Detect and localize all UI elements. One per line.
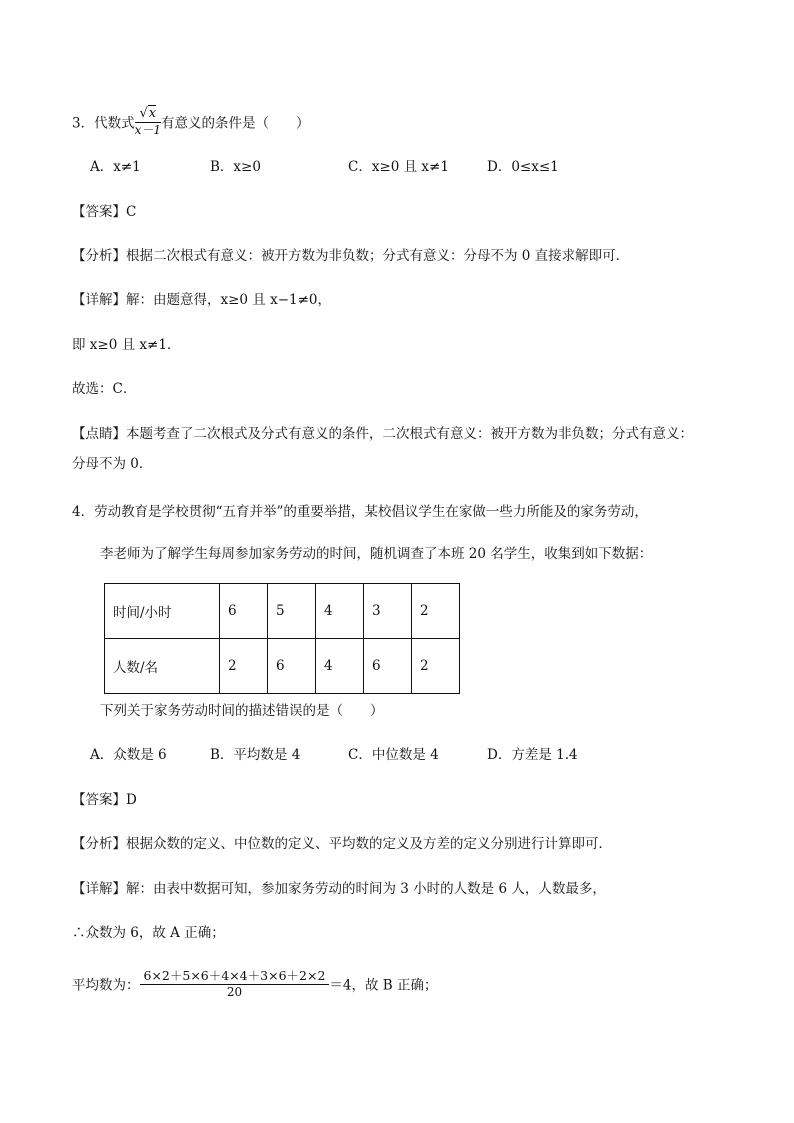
table-cell: 6 — [268, 639, 316, 694]
q3-answer: 【答案】C — [72, 204, 137, 220]
sqrt-radicand: x — [148, 106, 157, 121]
q3-prompt — [72, 108, 310, 140]
q4-number: 4． — [72, 504, 95, 520]
q3-detail-1: 【详解】解：由题意得，x≥0 且 x−1≠0， — [72, 292, 332, 308]
mean-result: ＝4，故 B 正确； — [329, 977, 438, 994]
table-row — [105, 584, 460, 639]
mean-label: 平均数为： — [72, 977, 140, 994]
q4-option-a: A．众数是 6 — [90, 747, 167, 763]
q4-answer: 【答案】D — [72, 792, 137, 808]
q4-mean-line — [72, 970, 438, 1002]
data-table — [104, 583, 460, 694]
table-cell: 4 — [316, 584, 364, 639]
fraction-numerator: √x — [135, 106, 161, 123]
q4-option-b: B．平均数是 4 — [210, 747, 301, 763]
q4-line-1 — [72, 503, 648, 521]
q4-detail-1: 【详解】解：由表中数据可知，参加家务劳动的时间为 3 小时的人数是 6 人，人数最多， — [72, 881, 606, 897]
table-cell: 6 — [364, 639, 412, 694]
q4-detail-2: ∴众数为 6，故 A 正确； — [72, 925, 225, 941]
q4-question: 下列关于家务劳动时间的描述错误的是（ ） — [100, 703, 384, 719]
q4-stem-1: 劳动教育是学校贯彻“五育并举”的重要举措，某校倡议学生在家做一些力所能及的家务劳动， — [94, 504, 648, 520]
q4-line-2: 李老师为了解学生每周参加家务劳动的时间，随机调查了本班 20 名学生，收集到如下数据： — [100, 546, 653, 562]
q4-option-d: D．方差是 1.4 — [487, 747, 578, 763]
table-header-cell: 时间/小时 — [105, 584, 220, 639]
mean-fraction — [140, 968, 330, 1000]
table-cell: 2 — [412, 584, 460, 639]
table-row — [105, 639, 460, 694]
table-header-cell: 人数/名 — [105, 639, 220, 694]
fraction-denominator: 20 — [226, 985, 243, 999]
q3-option-d: D．0≤x≤1 — [487, 159, 559, 175]
q3-prompt-pre: 代数式 — [94, 115, 135, 132]
table-cell: 2 — [220, 639, 268, 694]
q3-number: 3． — [72, 115, 95, 132]
q3-fraction — [135, 106, 161, 138]
table-cell: 5 — [268, 584, 316, 639]
table-cell: 3 — [364, 584, 412, 639]
q3-comment-2: 分母不为 0． — [72, 456, 153, 472]
q4-analysis: 【分析】根据众数的定义、中位数的定义、平均数的定义及方差的定义分别进行计算即可． — [72, 836, 612, 852]
table-cell: 4 — [316, 639, 364, 694]
q3-detail-2: 即 x≥0 且 x≠1． — [72, 337, 181, 353]
q3-detail-3: 故选：C． — [72, 381, 137, 397]
table-cell: 2 — [412, 639, 460, 694]
fraction-numerator: 6×2＋5×6＋4×4＋3×6＋2×2 — [140, 968, 330, 985]
q3-comment-1: 【点睛】本题考查了二次根式及分式有意义的条件，二次根式有意义：被开方数为非负数；分式有意义： — [72, 426, 693, 442]
q3-option-c: C．x≥0 且 x≠1 — [348, 159, 449, 175]
q3-prompt-post: 有意义的条件是（ ） — [161, 115, 310, 132]
q3-option-b: B．x≥0 — [210, 159, 261, 175]
q4-option-c: C．中位数是 4 — [348, 747, 439, 763]
q3-analysis: 【分析】根据二次根式有意义：被开方数为非负数；分式有意义：分母不为 0 直接求解即可． — [72, 248, 630, 264]
q3-option-a: A．x≠1 — [90, 159, 141, 175]
table-cell: 6 — [220, 584, 268, 639]
fraction-denominator: x－1 — [134, 123, 161, 137]
